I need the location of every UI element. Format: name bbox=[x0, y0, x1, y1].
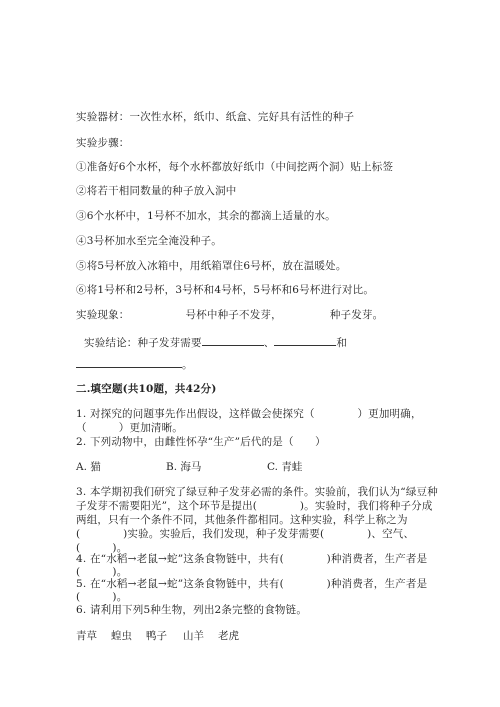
step-6: ⑥将1号杯和2号杯，3号杯和4号杯，5号杯和6号杯进行对比。 bbox=[76, 284, 375, 296]
q5-line-2: ( )。 bbox=[76, 591, 128, 603]
phenomenon-line bbox=[76, 309, 383, 322]
step-3: ③6个水杯中，1号杯不加水，其余的都滴上适量的水。 bbox=[76, 210, 336, 222]
steps-title: 实验步骤： bbox=[76, 137, 130, 149]
q3-line-4: ( )实验。实验后，我们发现，种子发芽需要( )、空气、 bbox=[76, 528, 415, 540]
q1-line-1: 1. 对探究的问题事先作出假设，这样做会使探究（ ）更加明确， bbox=[76, 408, 422, 420]
phenomenon-end: 种子发芽。 bbox=[329, 309, 384, 321]
conclusion-sep1: 、 bbox=[263, 337, 275, 349]
q4-line-2: ( )。 bbox=[76, 566, 128, 578]
section-title: 二.填空题(共10题，共42分) bbox=[76, 383, 217, 395]
q3-line-2: 子发芽不需要阳光”，这个环节是提出( )。实验时，我们将种子分成 bbox=[76, 500, 433, 512]
conclusion-blank-2[interactable] bbox=[274, 335, 336, 346]
phenomenon-middle: 号杯中种子不发芽， bbox=[185, 309, 282, 321]
q5-line-1: 5. 在“水稻→老鼠→蛇”这条食物链中，共有( )种消费者，生产者是 bbox=[76, 578, 428, 590]
q4-line-1: 4. 在“水稻→老鼠→蛇”这条食物链中，共有( )种消费者，生产者是 bbox=[76, 553, 428, 565]
step-5: ⑤将5号杯放入冰箱中，用纸箱罩住6号杯，放在温暖处。 bbox=[76, 260, 347, 272]
q2-option-c[interactable]: C. 青蛙 bbox=[267, 461, 303, 473]
q2-option-a[interactable]: A. 猫 bbox=[76, 461, 101, 473]
phenomenon-label: 实验现象： bbox=[76, 309, 130, 321]
step-4: ④3号杯加水至完全淹没种子。 bbox=[76, 235, 222, 247]
step-1: ①准备好6个水杯，每个水杯都放好纸巾（中间挖两个洞）贴上标签 bbox=[76, 161, 394, 173]
conclusion-prefix: 实验结论：种子发芽需要 bbox=[84, 337, 202, 349]
materials-line: 实验器材：一次性水杯，纸巾、纸盒、完好具有活性的种子 bbox=[76, 111, 355, 123]
q2-option-b[interactable]: B. 海马 bbox=[166, 461, 202, 473]
q3-line-5: ( )。 bbox=[76, 542, 128, 554]
organism-grass: 青草 bbox=[76, 630, 97, 642]
q2-line: 2. 下列动物中，由雌性怀孕“生产”后代的是（ ） bbox=[76, 436, 326, 448]
organism-duck: 鸭子 bbox=[146, 630, 167, 642]
organism-tiger: 老虎 bbox=[218, 630, 239, 642]
organism-locust: 蝗虫 bbox=[111, 630, 132, 642]
step-2: ②将若干相同数量的种子放入洞中 bbox=[76, 185, 237, 197]
q3-line-1: 3. 本学期初我们研究了绿豆种子发芽必需的条件。实验前，我们认为“绿豆种 bbox=[76, 486, 438, 498]
conclusion-line bbox=[84, 335, 347, 350]
organism-goat: 山羊 bbox=[183, 630, 204, 642]
conclusion-end: 。 bbox=[182, 359, 193, 371]
q6-line: 6. 请利用下列5种生物，列出2条完整的食物链。 bbox=[76, 604, 308, 616]
conclusion-sep2: 和 bbox=[336, 337, 348, 349]
q3-line-3: 两组，只有一个条件不同，其他条件都相同。这种实验，科学上称之为 bbox=[76, 514, 408, 526]
conclusion-line-2 bbox=[76, 357, 193, 372]
conclusion-blank-3[interactable] bbox=[76, 357, 182, 368]
conclusion-blank-1[interactable] bbox=[202, 335, 264, 346]
q1-line-2: （ ）更加清晰。 bbox=[76, 422, 183, 434]
